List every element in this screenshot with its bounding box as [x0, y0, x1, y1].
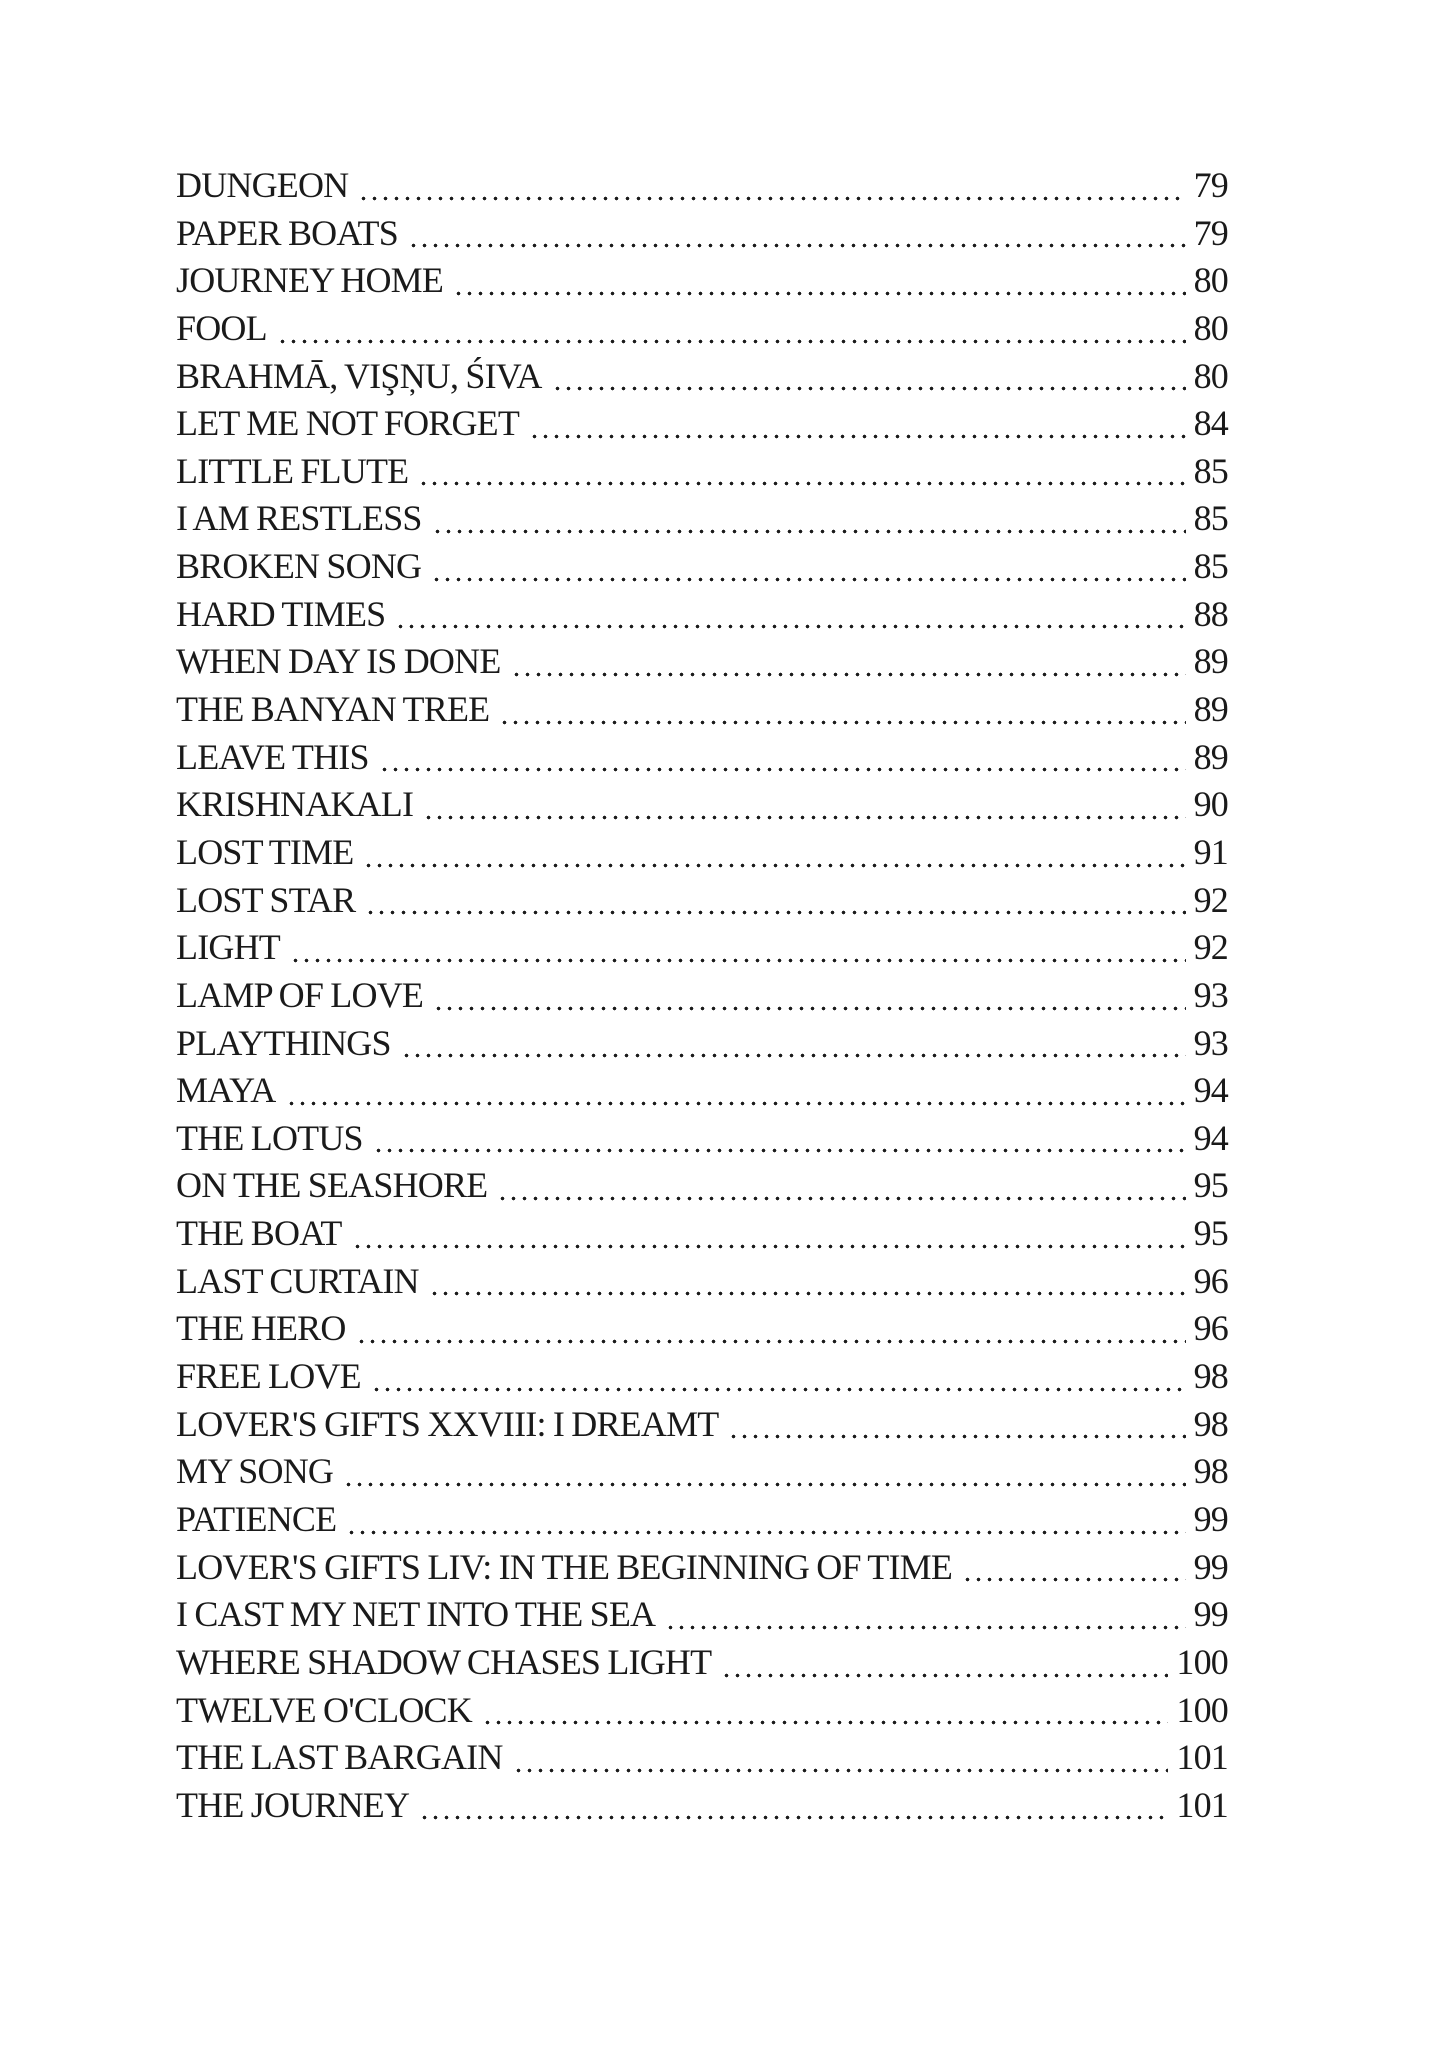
- dot-leader: [721, 1673, 1168, 1678]
- dot-leader: [552, 386, 1186, 391]
- toc-entry: [176, 162, 1228, 210]
- dot-leader: [290, 958, 1186, 963]
- toc-entry-page: 94: [1193, 1117, 1228, 1158]
- toc-entry-page: 89: [1193, 641, 1228, 682]
- toc-entry-page: 95: [1193, 1213, 1228, 1254]
- toc-entry-title: PLAYTHINGS: [176, 1022, 391, 1063]
- toc-entry-page: 94: [1193, 1070, 1228, 1111]
- toc-entry-title: THE JOURNEY: [176, 1784, 410, 1825]
- dot-leader: [277, 339, 1186, 344]
- toc-entry-title: LET ME NOT FORGET: [176, 403, 520, 444]
- toc-entry-page: 100: [1176, 1641, 1228, 1682]
- toc-entry: [176, 1496, 1228, 1544]
- toc-entry-title: THE HERO: [176, 1308, 346, 1349]
- toc-entry: [176, 305, 1228, 353]
- dot-leader: [513, 1768, 1169, 1773]
- toc-entry-title: I AM RESTLESS: [176, 498, 422, 539]
- toc-entry-page: 91: [1193, 831, 1228, 872]
- dot-leader: [423, 815, 1185, 820]
- toc-entry-page: 79: [1193, 165, 1228, 205]
- toc-entry: [176, 1448, 1228, 1496]
- toc-entry-title: LOVER'S GIFTS XXVIII: I DREAMT: [176, 1403, 719, 1444]
- toc-entry-title: LOST TIME: [176, 831, 354, 872]
- toc-entry: [176, 1305, 1228, 1353]
- toc-entry-page: 93: [1193, 974, 1228, 1015]
- toc-entry-page: 92: [1193, 879, 1228, 920]
- toc-entry-page: 101: [1176, 1784, 1228, 1825]
- toc-entry-title: JOURNEY HOME: [176, 260, 444, 301]
- toc-entry-title: BRAHMĀ, VIŞŅU, ŚIVA: [176, 355, 542, 396]
- toc-entry-title: LOVER'S GIFTS LIV: IN THE BEGINNING OF TIME: [176, 1546, 953, 1587]
- toc-entry: [176, 1067, 1228, 1115]
- toc-entry-title: KRISHNAKALI: [176, 784, 414, 825]
- toc-entry-page: 90: [1193, 784, 1228, 825]
- toc-entry: [176, 210, 1228, 258]
- dot-leader: [418, 481, 1185, 486]
- toc-entry-title: WHERE SHADOW CHASES LIGHT: [176, 1641, 712, 1682]
- dot-leader: [482, 1720, 1168, 1725]
- toc-entry-title: LITTLE FLUTE: [176, 450, 409, 491]
- dot-leader: [432, 529, 1186, 534]
- toc-entry: [176, 1591, 1228, 1639]
- toc-entry-title: LOST STAR: [176, 879, 356, 920]
- toc-entry-page: 96: [1193, 1260, 1228, 1301]
- toc-entry-page: 92: [1193, 927, 1228, 968]
- toc-entry-title: THE BOAT: [176, 1213, 342, 1254]
- toc-entry-page: 98: [1193, 1403, 1228, 1444]
- dot-leader: [529, 434, 1186, 439]
- dot-leader: [343, 1482, 1186, 1487]
- toc-entry: [176, 972, 1228, 1020]
- toc-entry-title: LEAVE THIS: [176, 736, 369, 777]
- toc-entry-page: 99: [1193, 1546, 1228, 1587]
- toc-entry-title: THE BANYAN TREE: [176, 689, 490, 730]
- toc-entry: [176, 1162, 1228, 1210]
- toc-entry-page: 84: [1193, 403, 1228, 444]
- toc-entry: [176, 591, 1228, 639]
- dot-leader: [419, 1815, 1168, 1820]
- toc-entry-page: 80: [1193, 260, 1228, 301]
- toc-entry: [176, 734, 1228, 782]
- dot-leader: [373, 1148, 1186, 1153]
- toc-entry-page: 101: [1176, 1737, 1228, 1778]
- dot-leader: [499, 720, 1185, 725]
- dot-leader: [728, 1434, 1185, 1439]
- toc-entry-title: PAPER BOATS: [176, 212, 398, 253]
- toc-entry-title: LAST CURTAIN: [176, 1260, 419, 1301]
- toc-entry-page: 88: [1193, 593, 1228, 634]
- dot-leader: [511, 672, 1186, 677]
- toc-entry-title: ON THE SEASHORE: [176, 1165, 488, 1206]
- toc-entry: [176, 1782, 1228, 1830]
- toc-entry-page: 79: [1193, 212, 1228, 253]
- toc-entry-page: 85: [1193, 450, 1228, 491]
- toc-entry: [176, 1639, 1228, 1687]
- toc-entry-page: 96: [1193, 1308, 1228, 1349]
- dot-leader: [433, 1006, 1186, 1011]
- dot-leader: [431, 577, 1185, 582]
- toc-entry-title: LIGHT: [176, 927, 280, 968]
- toc-entry: [176, 686, 1228, 734]
- table-of-contents: [176, 162, 1228, 1829]
- toc-entry-title: DUNGEON: [176, 165, 349, 205]
- toc-entry-page: 98: [1193, 1451, 1228, 1492]
- toc-entry-page: 85: [1193, 546, 1228, 587]
- toc-entry-title: MY SONG: [176, 1451, 334, 1492]
- toc-entry-title: FOOL: [176, 307, 267, 348]
- dot-leader: [395, 624, 1185, 629]
- dot-leader: [497, 1196, 1185, 1201]
- toc-entry-page: 89: [1193, 689, 1228, 730]
- toc-entry-title: I CAST MY NET INTO THE SEA: [176, 1594, 656, 1635]
- toc-entry: [176, 924, 1228, 972]
- toc-entry-page: 93: [1193, 1022, 1228, 1063]
- toc-entry-page: 99: [1193, 1498, 1228, 1539]
- toc-entry: [176, 638, 1228, 686]
- toc-entry-title: LAMP OF LOVE: [176, 974, 424, 1015]
- dot-leader: [356, 1339, 1186, 1344]
- dot-leader: [962, 1577, 1186, 1582]
- toc-entry-title: THE LAST BARGAIN: [176, 1737, 503, 1778]
- toc-entry-title: MAYA: [176, 1070, 276, 1111]
- dot-leader: [379, 767, 1186, 772]
- toc-entry-page: 100: [1176, 1689, 1228, 1730]
- toc-entry-title: FREE LOVE: [176, 1356, 361, 1397]
- toc-entry-title: THE LOTUS: [176, 1117, 363, 1158]
- toc-entry: [176, 1210, 1228, 1258]
- toc-entry-page: 95: [1193, 1165, 1228, 1206]
- toc-entry-page: 85: [1193, 498, 1228, 539]
- dot-leader: [286, 1101, 1186, 1106]
- toc-entry-title: WHEN DAY IS DONE: [176, 641, 501, 682]
- toc-entry: [176, 877, 1228, 925]
- toc-entry: [176, 829, 1228, 877]
- dot-leader: [429, 1291, 1186, 1296]
- toc-entry-page: 80: [1193, 307, 1228, 348]
- toc-entry: [176, 495, 1228, 543]
- toc-entry: [176, 257, 1228, 305]
- toc-entry: [176, 1115, 1228, 1163]
- toc-entry: [176, 781, 1228, 829]
- dot-leader: [453, 291, 1186, 296]
- toc-entry: [176, 1734, 1228, 1782]
- toc-entry: [176, 400, 1228, 448]
- toc-entry: [176, 448, 1228, 496]
- toc-entry-page: 99: [1193, 1594, 1228, 1635]
- toc-entry: [176, 1687, 1228, 1735]
- toc-entry: [176, 1020, 1228, 1068]
- dot-leader: [665, 1625, 1185, 1630]
- toc-entry: [176, 1258, 1228, 1306]
- toc-entry-title: HARD TIMES: [176, 593, 386, 634]
- toc-entry-page: 98: [1193, 1356, 1228, 1397]
- dot-leader: [371, 1387, 1186, 1392]
- dot-leader: [363, 863, 1185, 868]
- toc-entry: [176, 1401, 1228, 1449]
- toc-entry-title: TWELVE O'CLOCK: [176, 1689, 472, 1730]
- toc-entry: [176, 1353, 1228, 1401]
- dot-leader: [401, 1053, 1186, 1058]
- dot-leader: [408, 243, 1186, 248]
- toc-entry: [176, 353, 1228, 401]
- dot-leader: [352, 1244, 1186, 1249]
- toc-entry-title: PATIENCE: [176, 1498, 337, 1539]
- dot-leader: [346, 1530, 1185, 1535]
- dot-leader: [358, 196, 1185, 201]
- dot-leader: [365, 910, 1185, 915]
- toc-entry-page: 80: [1193, 355, 1228, 396]
- toc-entry-page: 89: [1193, 736, 1228, 777]
- toc-entry: [176, 543, 1228, 591]
- toc-entry-title: BROKEN SONG: [176, 546, 422, 587]
- toc-entry: [176, 1544, 1228, 1592]
